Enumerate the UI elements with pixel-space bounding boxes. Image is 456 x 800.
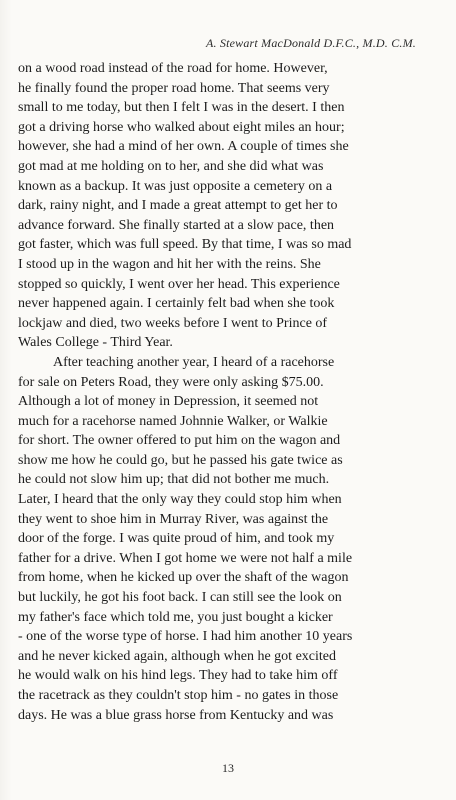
text-line: much for a racehorse named Johnnie Walker, or Walkie (18, 413, 328, 429)
text-line: and he never kicked again, although when he got excited (18, 648, 336, 664)
text-line: lockjaw and died, two weeks before I went to Prince of (18, 315, 328, 331)
text-line: father for a drive. When I got home we were not half a mile (18, 550, 353, 566)
text-line: days. He was a blue grass horse from Kentucky and was (18, 707, 334, 723)
text-line: however, she had a mind of her own. A couple of times she (18, 139, 349, 155)
text-line: from home, when he kicked up over the shaft of the wagon (18, 570, 349, 586)
text-line: but luckily, he got his foot back. I can still see the look on (18, 590, 342, 606)
text-line: Although a lot of money in Depression, it seemed not (18, 394, 319, 410)
text-line: got a driving horse who walked about eight miles an hour; (18, 119, 345, 135)
text-line: advance forward. She finally started at a slow pace, then (18, 217, 335, 233)
text-line: door of the forge. I was quite proud of him, and took my (18, 531, 335, 547)
text-line: Wales College - Third Year. (18, 335, 173, 351)
text-line: small to me today, but then I felt I was in the desert. I then (18, 100, 345, 116)
text-line: he would walk on his hind legs. They had to take him off (18, 668, 338, 684)
text-line: known as a backup. It was just opposite a cemetery on a (18, 178, 333, 194)
text-line: got mad at me holding on to her, and she did what was (18, 158, 324, 174)
text-line: he finally found the proper road home. That seems very (18, 80, 330, 96)
text-line: they went to shoe him in Murray River, was against the (18, 511, 329, 527)
page-number: 13 (222, 761, 234, 775)
text-line: show me how he could go, but he passed his gate twice as (18, 452, 343, 468)
text-line: I stood up in the wagon and hit her with the reins. She (18, 256, 321, 272)
text-line: he could not slow him up; that did not bother me much. (18, 472, 330, 488)
text-line: on a wood road instead of the road for home. However, (18, 61, 328, 76)
text-line: - one of the worse type of horse. I had him another 10 years (18, 629, 353, 645)
text-line: never happened again. I certainly felt bad when she took (18, 296, 335, 312)
text-line: for short. The owner offered to put him on the wagon and (18, 433, 341, 449)
text-line: Later, I heard that the only way they could stop him when (18, 492, 342, 508)
text-line: for sale on Peters Road, they were only asking $75.00. (18, 374, 324, 390)
paragraph-first-line: After teaching another year, I heard of a racehorse (53, 354, 335, 370)
text-line: my father's face which told me, you just bought a kicker (18, 609, 333, 625)
running-header: A. Stewart MacDonald D.F.C., M.D. C.M. (205, 36, 416, 50)
text-line: dark, rainy night, and I made a great attempt to get her to (18, 198, 338, 214)
text-line: the racetrack as they couldn't stop him - no gates in those (18, 688, 339, 703)
body-text (18, 59, 438, 725)
text-line: got faster, which was full speed. By that time, I was so mad (18, 237, 352, 253)
text-line: stopped so quickly, I went over her head. This experience (18, 276, 340, 292)
